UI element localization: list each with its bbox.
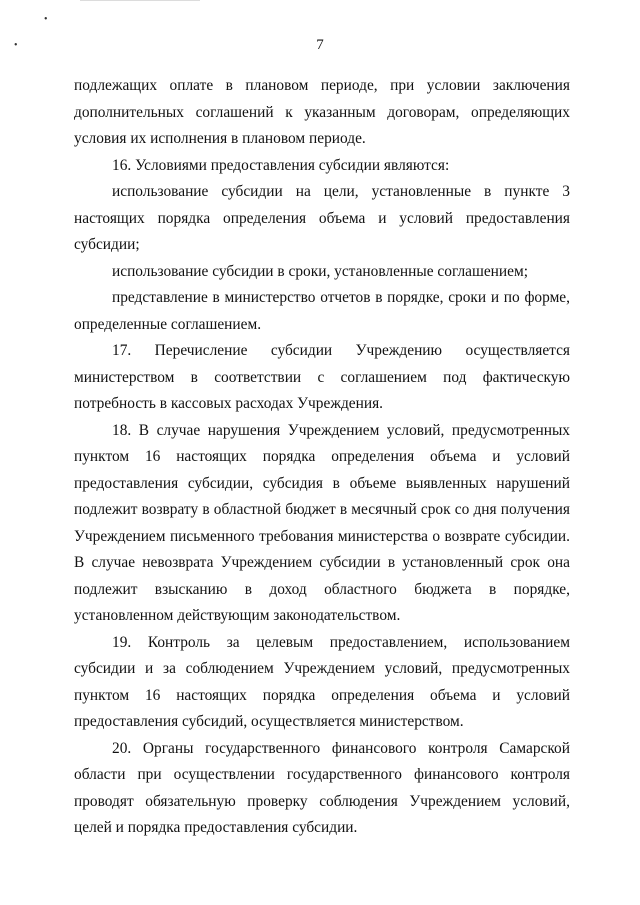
paragraph-16-condition-1: использование субсидии на цели, установленные в пункте 3 настоящих порядка определения объема и условий предоставления субсидии;	[74, 183, 570, 253]
scan-edge-line	[80, 0, 200, 1]
paragraph-17: 17. Перечисление субсидии Учреждению осуществляется министерством в соответствии с соглашением под фактическую потребность в кассовых расходах Учреждения.	[74, 342, 570, 412]
paragraph-19: 19. Контроль за целевым предоставлением, использованием субсидии и за соблюдением Учреждением условий, предусмотренных пунктом 16 настоящих порядка определения объема и условий предоставления субсидий, осуществляется министерством.	[74, 633, 570, 730]
page-number: 7	[316, 37, 324, 53]
paragraph-16-heading: 16. Условиями предоставления субсидии являются:	[112, 156, 450, 174]
scan-speck: •	[44, 14, 48, 25]
paragraph-continuation: подлежащих оплате в плановом периоде, при условии заключения дополнительных соглашений к указанным договорам, определяющих условия их исполнения в плановом периоде.	[74, 77, 570, 147]
paragraph-20: 20. Органы государственного финансового контроля Самарской области при осуществлении государственного финансового контроля проводят обязательную проверку соблюдения Учреждением условий, целей и порядка предоставления субсидии.	[74, 739, 570, 836]
scan-speck: •	[14, 40, 18, 51]
paragraph-18: 18. В случае нарушения Учреждением условий, предусмотренных пунктом 16 настоящих порядка определения объема и условий предоставления субсидии, субсидия в объеме выявленных нарушений подлежит возврату в областной бюджет в месячный срок со дня получения Учреждением письменного требования министерства о возврате субсидии. В случае невозврата Учреждением субсидии в установленный срок она подлежит взысканию в доход областного бюджета в порядке, установленном действующим законодательством.	[74, 421, 570, 624]
document-body	[74, 73, 570, 842]
paragraph-16-condition-3: представление в министерство отчетов в порядке, сроки и по форме, определенные соглашением.	[74, 289, 570, 333]
paragraph-16-condition-2: использование субсидии в сроки, установленные соглашением;	[112, 262, 528, 280]
